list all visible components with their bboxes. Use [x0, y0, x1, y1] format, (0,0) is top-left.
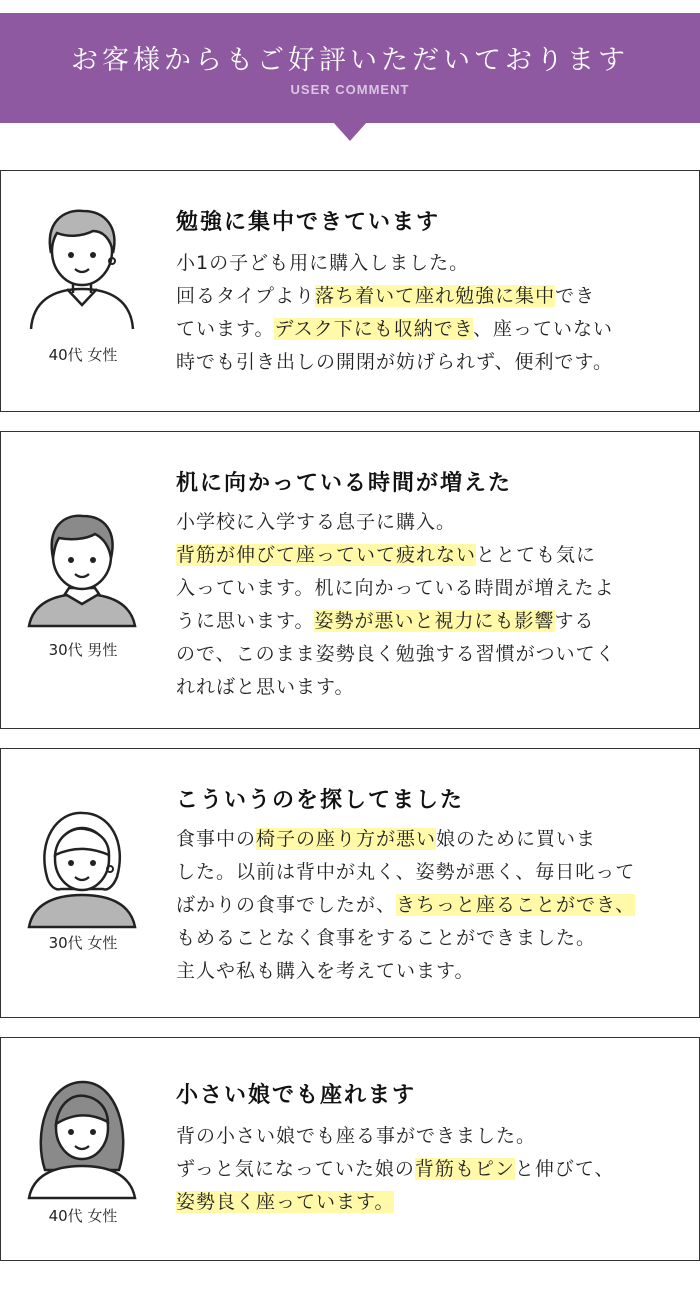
- review-text-line: [176, 539, 681, 572]
- review-text: と伸びて、: [514, 1158, 615, 1180]
- review-text-line: [176, 671, 681, 704]
- review-text-line: [176, 506, 681, 539]
- review-text: 背の小さい娘でも座る事ができました。: [176, 1125, 537, 1147]
- review-text-line: [176, 638, 681, 671]
- review-text: 小1の子ども用に購入しました。: [176, 252, 470, 274]
- review-text: 娘のために買いま: [436, 828, 597, 850]
- review-text: うに思います。: [176, 610, 315, 632]
- highlighted-text: 背筋が伸びて座っていて疲れない: [176, 544, 477, 566]
- review-text-line: [176, 889, 681, 922]
- review-text-line: [176, 1186, 681, 1219]
- review-text-line: [176, 313, 681, 346]
- review-body: [176, 823, 681, 988]
- review-title: こういうのを探してました: [176, 788, 465, 813]
- review-card: [0, 748, 700, 1018]
- review-body: [176, 506, 681, 704]
- highlighted-text: 落ち着いて座れ勉強に集中: [315, 285, 556, 307]
- review-card: [0, 1037, 700, 1261]
- review-text: れればと思います。: [176, 676, 355, 698]
- review-text-line: [176, 572, 681, 605]
- review-text-line: [176, 922, 681, 955]
- header-arrow-icon: [333, 122, 367, 141]
- review-text: する: [554, 610, 595, 632]
- review-card: [0, 170, 700, 412]
- review-text-line: [176, 1153, 681, 1186]
- review-body: [176, 1120, 681, 1219]
- review-text: 小学校に入学する息子に購入。: [176, 511, 457, 533]
- review-text-line: [176, 823, 681, 856]
- highlighted-text: 背筋もピン: [414, 1158, 515, 1180]
- review-text-line: [176, 605, 681, 638]
- review-text: 回るタイプより: [176, 285, 316, 307]
- highlighted-text: きちっと座ることができ、: [396, 894, 636, 916]
- review-text: 食事中の: [176, 828, 257, 850]
- highlighted-text: 姿勢良く座っています。: [176, 1191, 395, 1213]
- review-title: 机に向かっている時間が増えた: [176, 471, 513, 496]
- review-text: ずっと気になっていた娘の: [176, 1158, 415, 1180]
- review-text: ばかりの食事でしたが、: [176, 894, 397, 916]
- review-text: 入っています。机に向かっている時間が増えたよ: [176, 577, 615, 599]
- review-card: [0, 431, 700, 729]
- review-text: もめることなく食事をすることができました。: [176, 927, 597, 949]
- woman-short-hair-icon: [23, 201, 141, 331]
- man-icon: [23, 504, 141, 634]
- review-body: [176, 247, 681, 379]
- review-text: 時でも引き出しの開閉が妨げられず、便利です。: [176, 351, 613, 373]
- reviewer-persona: 40代 女性: [48, 346, 118, 364]
- reviewer-persona: 30代 女性: [48, 934, 118, 952]
- review-text: でき: [555, 285, 596, 307]
- header-banner: [0, 13, 700, 123]
- woman-long-hair-icon: [23, 1074, 141, 1204]
- review-text: ととても気に: [476, 544, 597, 566]
- review-text: 、座っていない: [472, 318, 613, 340]
- page-subtitle: USER COMMENT: [290, 82, 410, 97]
- review-title: 小さい娘でも座れます: [176, 1083, 417, 1108]
- review-text-line: [176, 955, 681, 988]
- woman-bob-hair-icon: [23, 805, 141, 935]
- review-text-line: [176, 856, 681, 889]
- review-text-line: [176, 1120, 681, 1153]
- highlighted-text: デスク下にも収納でき: [274, 318, 473, 340]
- highlighted-text: 椅子の座り方が悪い: [256, 828, 437, 850]
- review-title: 勉強に集中できています: [176, 210, 441, 235]
- review-text: した。以前は背中が丸く、姿勢が悪く、毎日叱って: [176, 861, 636, 883]
- reviewer-persona: 30代 男性: [48, 641, 118, 659]
- reviewer-persona: 40代 女性: [48, 1207, 118, 1225]
- review-text-line: [176, 346, 681, 379]
- review-text: 主人や私も購入を考えています。: [176, 960, 475, 982]
- review-text: ています。: [176, 318, 275, 340]
- highlighted-text: 姿勢が悪いと視力にも影響: [314, 610, 555, 632]
- review-text: ので、このまま姿勢良く勉強する習慣がついてく: [176, 643, 616, 665]
- page-title: お客様からもご好評いただいております: [71, 45, 629, 76]
- review-text-line: [176, 280, 681, 313]
- review-text-line: [176, 247, 681, 280]
